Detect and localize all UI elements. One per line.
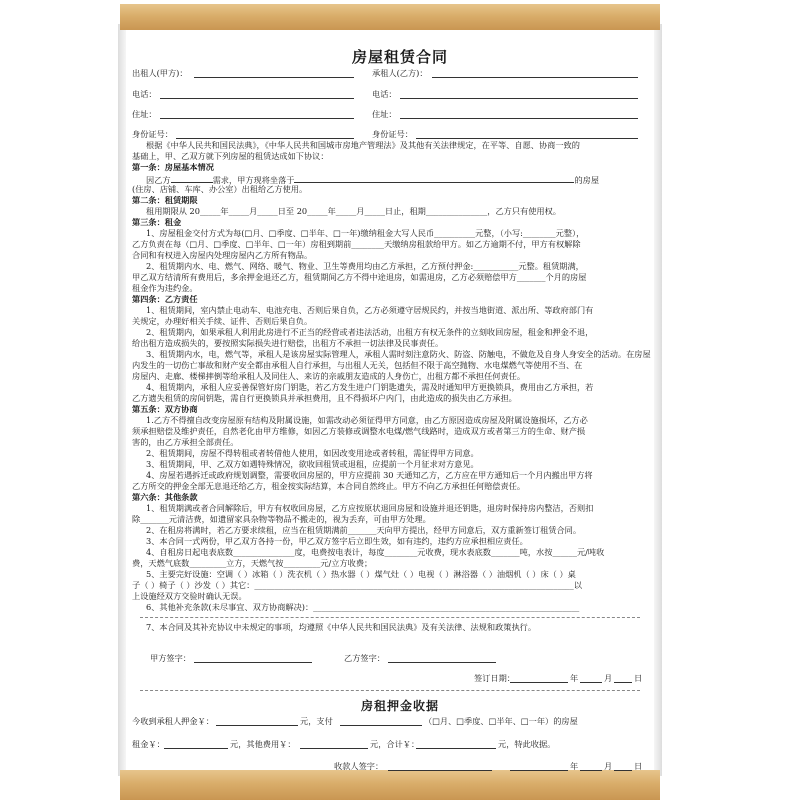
art6-line: 3、本合同一式两份，甲乙双方各持一份，甲乙双方签字后立即生效，如有违约，违约方应承担相应责任。 — [146, 536, 528, 546]
art4-head: 第四条：乙方责任 — [132, 294, 198, 304]
receipt-total-field[interactable] — [416, 748, 496, 749]
divider — [140, 617, 640, 618]
receipt-period-options: （□月、□季度、□半年、□一年）的房屋 — [424, 716, 578, 726]
art3-line: 甲乙双方结清所有费用后，多余押金退还乙方，租赁期间乙方不得中途退房，如需退房，乙方必须赔偿甲方_______个月的房屋 — [132, 272, 587, 282]
art3-line: 合同和有权进入房屋内处理房屋内乙方所有物品。 — [132, 250, 313, 260]
receipt-deposit-label: 今收到承租人押金￥： — [132, 716, 214, 726]
receipt-payee-label: 收款人签字： — [334, 761, 384, 771]
receipt-end-text: 元，特此收据。 — [498, 739, 556, 749]
addr-b-field[interactable] — [400, 118, 638, 119]
receipt-day-field[interactable] — [614, 770, 632, 771]
art2-head: 第二条：租赁期限 — [132, 195, 198, 205]
sign-year-unit: 年 — [570, 673, 579, 683]
art5-line: 须承担赔偿及维护责任，自然老化由甲方维修，如因乙方装修或调整水电煤/燃气线路时，造成双方或者第三方的生命、财产损 — [132, 426, 586, 436]
id-a-label: 身份证号： — [132, 129, 173, 139]
art3-line: 1、房屋租金交付方式为每(□月、□季度、□半年、□一年)缴纳租金大写人民币__________元整，（小写:________元整）， — [146, 228, 585, 238]
art4-line: 4、租赁期内，承租人应妥善保管好房门钥匙，若乙方发生进户门钥匙遗失，需及时通知甲方更换锁具，费用由乙方承担，若 — [146, 382, 594, 392]
art3-line: 乙方负责在每（□月、□季度、□半年、□一年）房租到期前________天缴纳房租款给甲方。如乙方逾期不付，甲方有权解除 — [132, 239, 581, 249]
sign-year-field[interactable] — [510, 682, 568, 683]
preamble-line-2: 基础上，甲、乙双方就下列房屋的租赁达成如下协议： — [132, 151, 329, 161]
divider — [140, 690, 640, 691]
bottom-wood-bar — [120, 770, 660, 800]
id-a-field[interactable] — [176, 138, 354, 139]
addr-a-field[interactable] — [160, 118, 354, 119]
receipt-day-unit: 日 — [634, 761, 643, 771]
receipt-total-label: 元，合计￥： — [370, 739, 420, 749]
art5-line: 2、租赁期间，房屋不得转租或者转借他人使用，如因改变用途或者转租，需征得甲方同意。 — [146, 448, 479, 458]
art4-line: 给出租方造成损失的，要按照实际损失进行赔偿，出租方不承担一切法律及民事责任。 — [132, 338, 444, 348]
art4-line: 乙方遗失租赁的房间钥匙，需自行更换锁具并承担费用，且不得损坏户内门，由此造成的损失由乙方承担。 — [132, 393, 517, 403]
art5-head: 第五条：双方协商 — [132, 404, 198, 414]
phone-a-field[interactable] — [160, 98, 354, 99]
lessee-field[interactable] — [432, 77, 638, 78]
art4-line: 房屋内、走廊、楼梯摔倒等给承租人及同住人、来访的亲戚朋友造成的人身伤亡，出租方都不承担任何责任。 — [132, 371, 526, 381]
phone-b-field[interactable] — [400, 98, 638, 99]
art5-line: 3、租赁期间，甲、乙双方如遇特殊情况，欲收回租赁或退租，应提前一个月征求对方意见。 — [146, 459, 479, 469]
id-b-field[interactable] — [416, 138, 638, 139]
art5-line: 4、房屋若遇拆迁或政府规划调整，需要收回房屋的，甲方应提前 30 天通知乙方，乙方应在甲方通知后一个月内搬出甲方将 — [146, 470, 593, 480]
party-b-sign-label: 乙方签字： — [344, 653, 385, 663]
art1-line-1: 因乙方 需求，甲方现将坐落于 的房屋 — [146, 175, 600, 185]
lessor-label: 出租人(甲方)： — [132, 68, 188, 78]
preamble-line-1: 根据《中华人民共和国民法典》，《中华人民共和国城市房地产管理法》及其他有关法律规定，在平等、自愿、协商一致的 — [146, 140, 580, 150]
sign-date-label: 签订日期： — [474, 673, 515, 683]
art4-line: 2、租赁期内，如果承租人利用此房进行不正当的经营或者违法活动，出租方有权无条件的立刻收回房屋，租金和押金不退， — [146, 327, 594, 337]
receipt-other-field[interactable] — [300, 748, 368, 749]
party-b-sign-field[interactable] — [388, 662, 496, 663]
art3-line: 2、租赁期内水、电、燃气、网络、暖气、物业、卫生等费用均由乙方承担，乙方预付押金:___________元整。租赁期满， — [146, 261, 584, 271]
receipt-year-field[interactable] — [510, 770, 568, 771]
art6-line: 除_______元清洁费，如遗留家具杂物等物品不搬走的，视为丢弃，可由甲方处理。 — [132, 514, 431, 524]
phone-a-label: 电话： — [132, 89, 157, 99]
sign-month-unit: 月 — [604, 673, 613, 683]
addr-b-label: 住址： — [372, 109, 397, 119]
sign-day-unit: 日 — [634, 673, 643, 683]
art4-line: 3、租赁期内水，电，燃气等，承租人是该房屋实际管理人，承租人需时刻注意防火、防盗、防触电，不做危及自身人身安全的活动。在房屋 — [146, 349, 651, 359]
receipt-rent-field[interactable] — [164, 748, 228, 749]
art6-line: 2、在租房将满时，若乙方要求续租，应当在租赁期满前_______天向甲方提出，经甲方同意后，双方重新签订租赁合同。 — [146, 525, 582, 535]
art5-line: 害的，由乙方承担全部责任。 — [132, 437, 239, 447]
art3-head: 第三条：租金 — [132, 217, 182, 227]
receipt-year-unit: 年 — [570, 761, 579, 771]
art6-line: 子（ ）椅子（ ）沙发（ ）其它：______________________________________________________________________________以 — [132, 580, 582, 590]
party-a-sign-field[interactable] — [194, 662, 312, 663]
art2-line-1: 租用期限从 20_____年_____月_____日至 20_____年_____月_____日止，租期_______________，乙方只有使用权。 — [146, 206, 561, 216]
art5-line: 乙方所交的押金全部无息退还给乙方，租金按实际结算，本合同自然终止。甲方不向乙方承担任何赔偿责任。 — [132, 481, 526, 491]
art6-line: 1、租赁期满或者合同解除后，甲方有权收回房屋，乙方应按原状退回房屋和设施并退还钥匙，退房时保持房内整洁，否则扣 — [146, 503, 594, 513]
receipt-rent-label: 租金￥： — [132, 739, 165, 749]
art6-line: 6、其他补充条款(未尽事宜、双方协商解决)：_________________________________________________________________ — [146, 602, 580, 612]
receipt-deposit-field[interactable] — [216, 725, 298, 726]
art6-line: 上设施经双方交验时确认无误。 — [132, 591, 247, 601]
art6-line: 费，天燃气底数_________立方，天燃气按_________元/立方收费； — [132, 558, 373, 568]
receipt-pay-label: 元，支付 — [300, 716, 333, 726]
art3-line: 租金作为违约金。 — [132, 283, 198, 293]
receipt-month-unit: 月 — [604, 761, 613, 771]
receipt-title: 房租押金收据 — [360, 699, 439, 713]
art4-line: 内发生的一切伤亡事故和财产安全都由承租人自行承担，与出租人无关，包括但不限于高空抛物、水电煤燃气等使用不当、在 — [132, 360, 583, 370]
receipt-payee-field[interactable] — [388, 770, 492, 771]
lessee-label: 承租人(乙方)： — [372, 68, 428, 78]
art4-line: 1、租赁期间，室内禁止电动车、电池充电、否则后果自负，乙方必须遵守居规民约，并按当地街道、派出所、等政府部门有 — [146, 305, 594, 315]
art7-line: 7、本合同及其补充协议中未规定的事项，均遵照《中华人民共和国民法典》及有关法律、法规和政策执行。 — [146, 622, 537, 632]
receipt-period-field[interactable] — [340, 725, 422, 726]
art1-line-2: (住房、店铺、车库、办公室）出租给乙方使用。 — [132, 184, 308, 194]
id-b-label: 身份证号： — [372, 129, 413, 139]
art4-line: 关规定，办理好相关手续、证件、否则后果自负。 — [132, 316, 313, 326]
receipt-other-label: 元，其他费用￥： — [230, 739, 296, 749]
receipt-month-field[interactable] — [580, 770, 602, 771]
lessor-field[interactable] — [194, 77, 354, 78]
phone-b-label: 电话： — [372, 89, 397, 99]
sign-day-field[interactable] — [614, 682, 632, 683]
art1-head: 第一条：房屋基本情况 — [132, 162, 214, 172]
art6-head: 第六条：其他条款 — [132, 492, 198, 502]
sign-month-field[interactable] — [580, 682, 602, 683]
contract-title: 房屋租赁合同 — [351, 48, 448, 66]
art6-line: 4、自租房日起电表底数_______________度，电费按电表计，每度________元收费，现水表底数_______吨，水按______元/吨收 — [146, 547, 605, 557]
art6-line: 5、主要完好设施：空调（ ）冰箱（ ）洗衣机（ ）热水器（ ）煤气灶（ ）电视（ ）淋浴器（ ）油烟机（ ）床（ ）桌 — [146, 569, 576, 579]
art5-line: 1.乙方不得擅自改变房屋原有结构及附属设施，如需改动必须征得甲方同意，由乙方原因造成房屋及附属设施损坏，乙方必 — [146, 415, 588, 425]
addr-a-label: 住址： — [132, 109, 157, 119]
party-a-sign-label: 甲方签字： — [150, 653, 191, 663]
top-wood-bar — [120, 4, 660, 30]
